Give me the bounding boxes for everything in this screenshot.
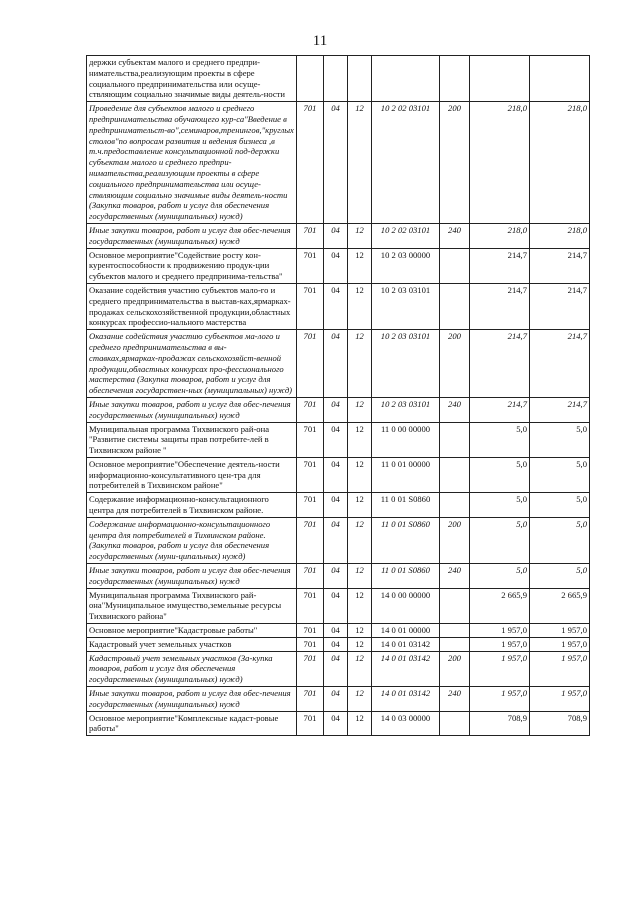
cell-y1: 214,7 [470, 330, 530, 398]
cell-sec: 04 [324, 283, 348, 329]
table-row [87, 223, 590, 248]
cell-y1: 708,9 [470, 711, 530, 736]
table-row [87, 687, 590, 712]
table-row [87, 564, 590, 589]
cell-vr: 200 [440, 102, 470, 224]
cell-y1: 2 665,9 [470, 588, 530, 623]
cell-sec: 04 [324, 624, 348, 638]
cell-sub: 12 [348, 687, 372, 712]
cell-y1: 5,0 [470, 457, 530, 492]
cell-vr: 240 [440, 564, 470, 589]
table-row [87, 283, 590, 329]
table-row [87, 457, 590, 492]
cell-vr [440, 422, 470, 457]
cell-csr: 14 0 01 00000 [372, 624, 440, 638]
cell-vr: 200 [440, 330, 470, 398]
budget-table [86, 55, 590, 736]
cell-sub: 12 [348, 564, 372, 589]
cell-ved: 701 [297, 330, 324, 398]
cell-csr: 11 0 01 00000 [372, 457, 440, 492]
table-row [87, 493, 590, 518]
cell-name: Иные закупки товаров, работ и услуг для обес-печения государственных (муниципальных) нужд [87, 564, 297, 589]
cell-name: держки субъектам малого и среднего предпри-нимательства,реализующим проекты в сфере социального предпринимательства или осуще-ствляющим социально значимые виды деятель-ности [87, 56, 297, 102]
cell-ved: 701 [297, 457, 324, 492]
cell-y2: 1 957,0 [530, 637, 590, 651]
table-row [87, 330, 590, 398]
cell-y2: 218,0 [530, 102, 590, 224]
cell-vr [440, 493, 470, 518]
cell-name: Оказание содействия участию субъектов ма-лого и среднего предпринимательства в вы-ставках,ярмарках-продажах сельскохозяйст-венной продукции,областных конкурсах про-фессионального мастерства (Закупка товаров, работ и услуг для обеспечения государствен-ных (муниципальных) нужд) [87, 330, 297, 398]
cell-ved: 701 [297, 564, 324, 589]
cell-sec: 04 [324, 493, 348, 518]
cell-sec: 04 [324, 223, 348, 248]
cell-sec: 04 [324, 422, 348, 457]
cell-ved: 701 [297, 517, 324, 563]
cell-y1: 218,0 [470, 102, 530, 224]
cell-sec: 04 [324, 330, 348, 398]
cell-sub: 12 [348, 588, 372, 623]
cell-sec: 04 [324, 457, 348, 492]
cell-y2: 1 957,0 [530, 687, 590, 712]
cell-sec: 04 [324, 397, 348, 422]
cell-csr: 10 2 03 03101 [372, 283, 440, 329]
table-row [87, 624, 590, 638]
cell-sub: 12 [348, 711, 372, 736]
cell-y2 [530, 56, 590, 102]
cell-name: Кадастровый учет земельных участков (За-купка товаров, работ и услуг для обеспечения государственных (муниципальных) нужд) [87, 651, 297, 686]
cell-y1: 5,0 [470, 493, 530, 518]
cell-y2: 5,0 [530, 422, 590, 457]
cell-csr: 14 0 01 03142 [372, 651, 440, 686]
cell-sub: 12 [348, 457, 372, 492]
cell-csr: 14 0 00 00000 [372, 588, 440, 623]
cell-name: Проведение для субъектов малого и среднего предпринимательства обучающего кур-са"Введение в предпринимательст-во",семинаров,тренингов,"круглых столов"по вопросам развития и ведения бизнеса ,в т.ч.предоставление консультационной под-держки субъектам малого и среднего предпри-нимательства,реализующим проекты в сфере социального предпринимательства или осуще-ствляющим социально значимые виды деятель-ности (Закупка товаров, работ и услуг для обеспечения государственных (муниципальных) нужд) [87, 102, 297, 224]
table-row [87, 651, 590, 686]
cell-y2: 214,7 [530, 283, 590, 329]
cell-csr: 11 0 00 00000 [372, 422, 440, 457]
cell-sub: 12 [348, 283, 372, 329]
cell-vr [440, 711, 470, 736]
cell-y2: 1 957,0 [530, 624, 590, 638]
cell-sub: 12 [348, 248, 372, 283]
cell-sec: 04 [324, 102, 348, 224]
cell-sub: 12 [348, 651, 372, 686]
cell-csr: 14 0 03 00000 [372, 711, 440, 736]
cell-ved: 701 [297, 283, 324, 329]
cell-name: Иные закупки товаров, работ и услуг для обес-печения государственных (муниципальных) нужд [87, 687, 297, 712]
cell-sec: 04 [324, 687, 348, 712]
cell-ved: 701 [297, 102, 324, 224]
cell-csr [372, 56, 440, 102]
cell-sub: 12 [348, 624, 372, 638]
table-row [87, 397, 590, 422]
cell-y1: 214,7 [470, 283, 530, 329]
cell-csr: 11 0 01 S0860 [372, 564, 440, 589]
table-row [87, 56, 590, 102]
cell-ved: 701 [297, 248, 324, 283]
table-row [87, 517, 590, 563]
cell-vr [440, 56, 470, 102]
cell-y1: 5,0 [470, 422, 530, 457]
cell-vr [440, 457, 470, 492]
cell-csr: 10 2 03 03101 [372, 330, 440, 398]
cell-sub: 12 [348, 493, 372, 518]
cell-vr: 240 [440, 397, 470, 422]
table-row [87, 102, 590, 224]
cell-y1: 1 957,0 [470, 687, 530, 712]
cell-sec: 04 [324, 651, 348, 686]
table-row [87, 422, 590, 457]
cell-ved: 701 [297, 223, 324, 248]
cell-y1: 218,0 [470, 223, 530, 248]
cell-y1: 214,7 [470, 248, 530, 283]
cell-y2: 5,0 [530, 517, 590, 563]
cell-name: Основное мероприятие"Комплексные кадаст-ровые работы" [87, 711, 297, 736]
cell-sec: 04 [324, 248, 348, 283]
cell-csr: 14 0 01 03142 [372, 637, 440, 651]
cell-ved: 701 [297, 687, 324, 712]
page-number: 11 [312, 33, 328, 49]
cell-csr: 11 0 01 S0860 [372, 493, 440, 518]
cell-ved: 701 [297, 624, 324, 638]
cell-vr: 200 [440, 651, 470, 686]
cell-csr: 14 0 01 03142 [372, 687, 440, 712]
cell-csr: 10 2 02 03101 [372, 223, 440, 248]
cell-sub [348, 56, 372, 102]
cell-y2: 218,0 [530, 223, 590, 248]
cell-name: Содержание информационно-консультационного центра для потребителей в Тихвинском районе. (Закупка товаров, работ и услуг для обеспечения государственных (муни-ципальных) нужд) [87, 517, 297, 563]
cell-y2: 1 957,0 [530, 651, 590, 686]
cell-sec: 04 [324, 588, 348, 623]
cell-name: Основное мероприятие"Содействие росту кон-курентоспособности к продвижению продук-ции субъектов малого и среднего предпринима-тельства" [87, 248, 297, 283]
cell-sec: 04 [324, 637, 348, 651]
cell-name: Содержание информационно-консультационного центра для потребителей в Тихвинском районе. [87, 493, 297, 518]
cell-vr: 240 [440, 687, 470, 712]
cell-y2: 5,0 [530, 493, 590, 518]
cell-vr [440, 283, 470, 329]
cell-sub: 12 [348, 330, 372, 398]
cell-ved: 701 [297, 397, 324, 422]
cell-csr: 11 0 01 S0860 [372, 517, 440, 563]
cell-y2: 708,9 [530, 711, 590, 736]
cell-csr: 10 2 03 00000 [372, 248, 440, 283]
cell-csr: 10 2 03 03101 [372, 397, 440, 422]
table-row [87, 588, 590, 623]
cell-y1: 1 957,0 [470, 624, 530, 638]
cell-vr [440, 588, 470, 623]
cell-ved: 701 [297, 493, 324, 518]
cell-y1: 214,7 [470, 397, 530, 422]
cell-y1: 1 957,0 [470, 651, 530, 686]
cell-sub: 12 [348, 637, 372, 651]
cell-sec: 04 [324, 564, 348, 589]
cell-y1: 1 957,0 [470, 637, 530, 651]
cell-y1: 5,0 [470, 517, 530, 563]
cell-ved [297, 56, 324, 102]
table-row [87, 711, 590, 736]
table-row [87, 248, 590, 283]
cell-ved: 701 [297, 711, 324, 736]
cell-csr: 10 2 02 03101 [372, 102, 440, 224]
cell-sub: 12 [348, 517, 372, 563]
cell-sec: 04 [324, 711, 348, 736]
cell-ved: 701 [297, 588, 324, 623]
cell-y2: 214,7 [530, 397, 590, 422]
cell-vr: 200 [440, 517, 470, 563]
cell-y2: 214,7 [530, 248, 590, 283]
cell-vr [440, 637, 470, 651]
cell-vr [440, 248, 470, 283]
cell-name: Оказание содействия участию субъектов мало-го и среднего предпринимательства в выстав-ках,ярмарках-продажах сельскохозяйственной продукции,областных конкурсах профессио-нального мастерства [87, 283, 297, 329]
cell-ved: 701 [297, 651, 324, 686]
cell-y1 [470, 56, 530, 102]
cell-vr [440, 624, 470, 638]
cell-y2: 214,7 [530, 330, 590, 398]
cell-y1: 5,0 [470, 564, 530, 589]
cell-sub: 12 [348, 422, 372, 457]
cell-sub: 12 [348, 223, 372, 248]
cell-y2: 5,0 [530, 564, 590, 589]
cell-name: Иные закупки товаров, работ и услуг для обес-печения государственных (муниципальных) нужд [87, 397, 297, 422]
cell-vr: 240 [440, 223, 470, 248]
cell-sub: 12 [348, 397, 372, 422]
cell-name: Муниципальная программа Тихвинского рай-она "Развитие системы защиты прав потребите-лей в Тихвинском районе " [87, 422, 297, 457]
cell-name: Иные закупки товаров, работ и услуг для обес-печения государственных (муниципальных) нужд [87, 223, 297, 248]
cell-sub: 12 [348, 102, 372, 224]
cell-name: Кадастровый учет земельных участков [87, 637, 297, 651]
cell-ved: 701 [297, 637, 324, 651]
cell-y2: 5,0 [530, 457, 590, 492]
cell-sec: 04 [324, 517, 348, 563]
cell-name: Основное мероприятие"Кадастровые работы" [87, 624, 297, 638]
cell-name: Основное мероприятие"Обеспечение деятель-ности информационно-консультативного цен-тра для потребителей в Тихвинском районе" [87, 457, 297, 492]
table-row [87, 637, 590, 651]
cell-name: Муниципальная программа Тихвинского рай-она"Муниципальное имущество,земельные ресурсы Тихвинского района" [87, 588, 297, 623]
cell-ved: 701 [297, 422, 324, 457]
cell-sec [324, 56, 348, 102]
cell-y2: 2 665,9 [530, 588, 590, 623]
